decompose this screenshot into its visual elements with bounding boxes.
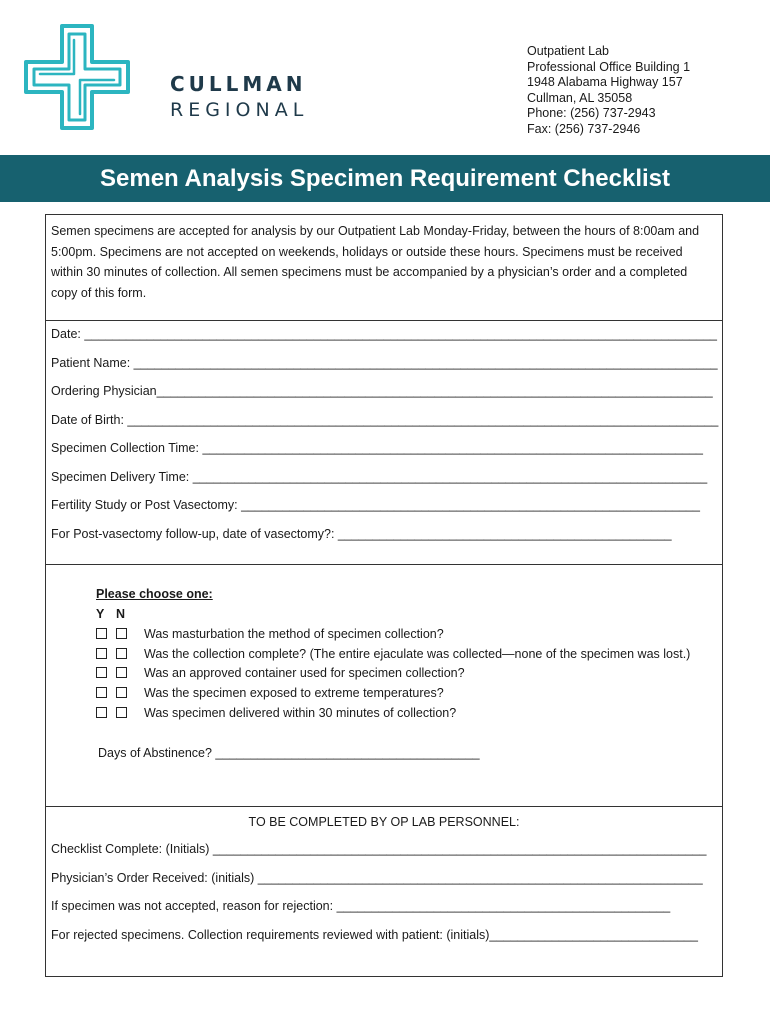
address-line: Outpatient Lab: [527, 44, 610, 58]
delivery-time-field[interactable]: Specimen Delivery Time: __________________________________________________________________________: [51, 470, 708, 484]
question-row: [96, 686, 444, 700]
question-row: [96, 647, 690, 661]
question-text: Was an approved container used for specimen collection?: [144, 666, 465, 680]
no-checkbox[interactable]: [116, 707, 127, 718]
abstinence-field[interactable]: Days of Abstinence? ______________________________________: [98, 746, 480, 760]
yes-checkbox[interactable]: [96, 707, 107, 718]
yes-no-header: [96, 607, 136, 621]
no-label: N: [116, 607, 126, 621]
patient-name-field[interactable]: Patient Name: ____________________________________________________________________________________: [51, 356, 718, 370]
yes-checkbox[interactable]: [96, 628, 107, 639]
question-text: Was specimen delivered within 30 minutes of collection?: [144, 706, 457, 720]
question-text: Was masturbation the method of specimen collection?: [144, 627, 444, 641]
ordering-physician-field[interactable]: Ordering Physician________________________________________________________________________________: [51, 384, 713, 398]
question-row: [96, 706, 456, 720]
brand-line1: CULLMAN: [170, 72, 307, 96]
cullman-regional-logo: [22, 22, 309, 132]
rejection-reason-field[interactable]: If specimen was not accepted, reason for rejection: ________________________________________________: [51, 899, 671, 913]
collection-time-field[interactable]: Specimen Collection Time: ________________________________________________________________________: [51, 441, 703, 455]
address-line: Cullman, AL 35058: [527, 90, 633, 105]
no-checkbox[interactable]: [116, 667, 127, 678]
questions-section: [45, 564, 723, 807]
page-title: Semen Analysis Specimen Requirement Checklist: [100, 164, 670, 192]
yes-checkbox[interactable]: [96, 667, 107, 678]
address-fax: Fax: (256) 737-2946: [527, 121, 641, 136]
op-lab-section: [45, 806, 723, 977]
yes-label: Y: [96, 607, 105, 621]
intro-text: Semen specimens are accepted for analysis by our Outpatient Lab Monday-Friday, between the hours of 8:00am and 5:00pm. Specimens are not accepted on weekends, holidays or outside these hours. Specimens must be received within 30 minutes of collection. All semen specimens must be accompanied by a physician’s order and a completed copy of this form.: [51, 224, 700, 300]
no-checkbox[interactable]: [116, 628, 127, 639]
date-of-birth-field[interactable]: Date of Birth: _____________________________________________________________________________________: [51, 413, 719, 427]
page-title-band: [0, 155, 770, 202]
address-phone: Phone: (256) 737-2943: [527, 106, 656, 121]
lab-address: [527, 44, 690, 138]
study-type-field[interactable]: Fertility Study or Post Vasectomy: __________________________________________________________________: [51, 498, 700, 512]
yes-checkbox[interactable]: [96, 648, 107, 659]
medical-cross-icon: [22, 22, 132, 132]
no-checkbox[interactable]: [116, 648, 127, 659]
question-row: [96, 627, 444, 641]
question-row: [96, 666, 465, 680]
intro-section: [45, 214, 723, 321]
vasectomy-date-field[interactable]: For Post-vasectomy follow-up, date of vasectomy?: ________________________________________________: [51, 527, 672, 541]
question-text: Was the specimen exposed to extreme temperatures?: [144, 686, 444, 700]
checklist-complete-field[interactable]: Checklist Complete: (Initials) _______________________________________________________________________: [51, 842, 707, 856]
rejected-review-field[interactable]: For rejected specimens. Collection requirements reviewed with patient: (initials)______________________________: [51, 928, 698, 942]
brand-line2: REGIONAL: [170, 99, 309, 121]
patient-info-section: [45, 320, 723, 565]
question-text: Was the collection complete? (The entire ejaculate was collected—none of the specimen was lost.): [144, 647, 691, 661]
physician-order-field[interactable]: Physician’s Order Received: (initials) ________________________________________________________________: [51, 871, 703, 885]
no-checkbox[interactable]: [116, 687, 127, 698]
date-field[interactable]: Date: ___________________________________________________________________________________________: [51, 327, 717, 341]
address-line: 1948 Alabama Highway 157: [527, 75, 683, 90]
address-line: Professional Office Building 1: [527, 59, 691, 74]
choose-heading: Please choose one:: [96, 587, 213, 601]
op-lab-heading: TO BE COMPLETED BY OP LAB PERSONNEL:: [248, 815, 520, 829]
yes-checkbox[interactable]: [96, 687, 107, 698]
